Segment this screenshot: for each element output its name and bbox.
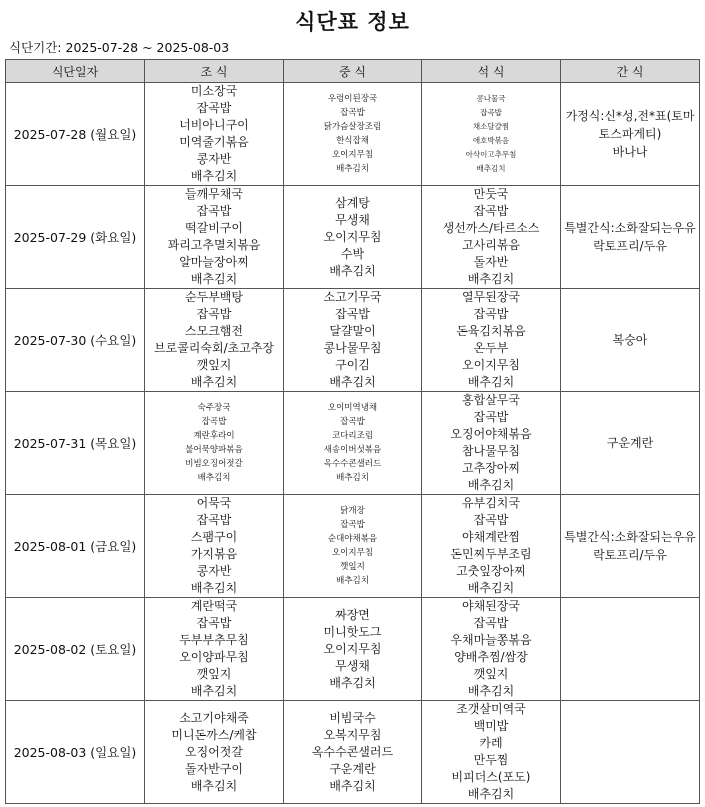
lunch-item: 잡곡밥 [340, 417, 365, 427]
lunch-item: 비빔국수 [329, 710, 376, 725]
breakfast-item: 잡곡밥 [201, 417, 227, 427]
lunch-cell [284, 495, 422, 598]
dinner-item: 배추김치 [467, 272, 515, 286]
dinner-item: 돌자반 [473, 255, 509, 269]
meal-table [5, 59, 700, 804]
lunch-item: 잡곡밥 [335, 307, 370, 321]
breakfast-item: 배추김치 [190, 581, 238, 595]
breakfast-item: 미니돈까스/케찹 [171, 727, 257, 742]
dinner-item: 만두찜 [473, 753, 509, 767]
breakfast-item: 배추김치 [190, 684, 238, 698]
snack-item: 락토프리/두유 [593, 239, 667, 253]
breakfast-item: 알마늘장아찌 [179, 255, 249, 269]
dinner-item: 고사리볶음 [462, 238, 520, 252]
table-header-row [6, 60, 700, 83]
lunch-item: 깻잎지 [340, 562, 365, 572]
breakfast-item: 계란후라이 [193, 431, 235, 441]
breakfast-item: 떡갈비구이 [185, 221, 243, 235]
lunch-cell [284, 598, 422, 701]
dinner-item: 고추장아찌 [462, 461, 520, 475]
lunch-item: 잡곡밥 [340, 108, 365, 118]
meal-table-body [6, 83, 700, 804]
header-dinner: 석 식 [422, 60, 561, 83]
breakfast-item: 스모크햄전 [185, 324, 243, 338]
lunch-item: 순대야채볶음 [327, 534, 378, 544]
lunch-item: 오복지무침 [323, 727, 382, 742]
breakfast-item: 너비아니구이 [179, 118, 249, 132]
dinner-item: 잡곡밥 [480, 108, 502, 117]
table-row [6, 598, 700, 701]
dinner-item: 배추김치 [467, 478, 515, 492]
meal-date: 2025-07-28 (월요일) [6, 83, 145, 186]
table-row [6, 83, 700, 186]
lunch-item: 배추김치 [329, 675, 376, 690]
breakfast-item: 오이양파무침 [179, 650, 249, 664]
table-row [6, 186, 700, 289]
snack-item: 가정식:신*성,전*표(토마 [565, 109, 695, 123]
lunch-item: 새송이버섯볶음 [323, 445, 382, 455]
breakfast-item: 순두부백탕 [185, 290, 243, 304]
breakfast-item: 배추김치 [190, 272, 238, 286]
dinner-cell [422, 83, 561, 186]
breakfast-item: 오징어젓갈 [185, 744, 243, 759]
meal-date: 2025-08-03 (일요일) [6, 701, 145, 804]
dinner-item: 고춧잎장아찌 [456, 564, 526, 578]
breakfast-item: 잡곡밥 [196, 513, 232, 527]
meal-period: 식단기간: 2025-07-28 ~ 2025-08-03 [9, 40, 230, 55]
breakfast-item: 들깨무채국 [185, 187, 243, 201]
breakfast-cell [145, 701, 284, 804]
snack-cell [561, 701, 700, 804]
meal-date: 2025-08-01 (금요일) [6, 495, 145, 598]
dinner-cell [422, 392, 561, 495]
breakfast-cell [145, 495, 284, 598]
lunch-item: 미니핫도그 [323, 624, 382, 639]
dinner-item: 아삭이고추무침 [465, 150, 517, 159]
lunch-item: 배추김치 [336, 473, 369, 483]
snack-item: 특별간식:소화잘되는우유 [564, 530, 696, 544]
snack-item: 복숭아 [612, 333, 648, 347]
breakfast-item: 콩자반 [196, 152, 232, 166]
lunch-item: 삼계탕 [335, 195, 370, 210]
header-snack: 간 식 [561, 60, 700, 83]
lunch-item: 우렁이된장국 [327, 94, 378, 104]
snack-cell [561, 495, 700, 598]
lunch-item: 코다리조림 [331, 431, 374, 441]
breakfast-item: 배추김치 [190, 169, 238, 183]
breakfast-item: 계란떡국 [190, 599, 238, 613]
breakfast-item: 돌자반구이 [185, 761, 243, 776]
dinner-item: 온두부 [473, 341, 509, 355]
lunch-item: 배추김치 [336, 164, 369, 174]
lunch-item: 무생채 [335, 658, 370, 673]
dinner-item: 배추김치 [467, 581, 515, 595]
dinner-item: 카레 [479, 736, 503, 750]
breakfast-item: 가지볶음 [190, 547, 238, 561]
snack-cell [561, 83, 700, 186]
dinner-item: 잡곡밥 [473, 410, 509, 424]
lunch-item: 소고기무국 [323, 290, 382, 304]
dinner-item: 깻잎지 [473, 667, 509, 681]
dinner-item: 오징어야채볶음 [450, 427, 532, 441]
breakfast-item: 소고기야채죽 [179, 710, 249, 725]
lunch-cell [284, 289, 422, 392]
page-title: 식단표 정보 [295, 10, 410, 34]
breakfast-item: 미소장국 [190, 84, 238, 98]
lunch-item: 짜장면 [335, 607, 370, 622]
breakfast-item: 잡곡밥 [196, 101, 232, 115]
dinner-item: 채소달걀찜 [472, 122, 510, 131]
breakfast-item: 콩자반 [196, 564, 232, 578]
snack-item: 토스파게티) [598, 127, 662, 141]
dinner-item: 잡곡밥 [473, 616, 509, 630]
dinner-item: 배추김치 [467, 375, 515, 389]
lunch-item: 옥수수콘샐러드 [323, 459, 382, 469]
table-row [6, 495, 700, 598]
breakfast-item: 깻잎지 [196, 358, 232, 372]
dinner-cell [422, 495, 561, 598]
breakfast-cell [145, 186, 284, 289]
lunch-item: 구이김 [335, 358, 370, 372]
lunch-item: 오이지무침 [323, 229, 382, 244]
breakfast-cell [145, 392, 284, 495]
snack-item: 락토프리/두유 [593, 548, 667, 562]
snack-item: 바나나 [612, 145, 648, 159]
dinner-item: 우채마늘쫑볶음 [450, 633, 532, 647]
snack-item: 구운계란 [606, 436, 654, 450]
dinner-item: 콩나물국 [476, 94, 506, 103]
dinner-item: 비피더스(포도) [451, 770, 531, 784]
breakfast-item: 어묵국 [196, 496, 232, 510]
table-row [6, 392, 700, 495]
lunch-item: 옥수수콘샐러드 [311, 744, 394, 759]
dinner-item: 잡곡밥 [473, 204, 509, 218]
dinner-item: 홍합살무국 [462, 393, 520, 407]
breakfast-item: 꽈리고추멸치볶음 [167, 238, 261, 252]
dinner-item: 오이지무침 [462, 358, 520, 372]
dinner-item: 참나물무침 [462, 444, 520, 458]
dinner-item: 백미밥 [473, 719, 509, 733]
header-date: 식단일자 [6, 60, 145, 83]
lunch-item: 무생채 [335, 212, 370, 227]
lunch-item: 오이미역냉채 [327, 403, 378, 413]
lunch-cell [284, 186, 422, 289]
lunch-item: 오이지무침 [323, 641, 382, 656]
dinner-item: 잡곡밥 [473, 307, 509, 321]
dinner-item: 야채된장국 [462, 599, 520, 613]
breakfast-item: 미역줄기볶음 [179, 135, 249, 149]
dinner-item: 배추김치 [476, 164, 506, 173]
breakfast-item: 잡곡밥 [196, 616, 232, 630]
snack-cell [561, 392, 700, 495]
breakfast-item: 브로콜리숙회/초고추장 [154, 341, 274, 355]
dinner-item: 조갯살미역국 [456, 702, 526, 716]
lunch-item: 오이지무침 [331, 548, 374, 558]
lunch-item: 구운계란 [329, 761, 376, 776]
dinner-item: 배추김치 [467, 787, 515, 801]
lunch-item: 잡곡밥 [340, 520, 365, 530]
lunch-item: 오이지무침 [331, 150, 374, 160]
lunch-cell [284, 83, 422, 186]
dinner-item: 돈민찌두부조림 [450, 547, 532, 561]
dinner-item: 잡곡밥 [473, 513, 509, 527]
dinner-cell [422, 289, 561, 392]
dinner-item: 야채계란찜 [462, 530, 520, 544]
table-row [6, 289, 700, 392]
lunch-cell [284, 392, 422, 495]
dinner-item: 유부김치국 [462, 496, 520, 510]
meal-date: 2025-07-29 (화요일) [6, 186, 145, 289]
dinner-cell [422, 701, 561, 804]
breakfast-item: 잡곡밥 [196, 204, 232, 218]
lunch-item: 배추김치 [329, 375, 376, 389]
table-row [6, 701, 700, 804]
breakfast-cell [145, 598, 284, 701]
breakfast-cell [145, 289, 284, 392]
snack-item: 특별간식:소화잘되는우유 [564, 221, 696, 235]
meal-date: 2025-07-30 (수요일) [6, 289, 145, 392]
dinner-item: 배추김치 [467, 684, 515, 698]
lunch-item: 배추김치 [329, 778, 376, 793]
lunch-item: 닭가슴살장조림 [323, 122, 382, 132]
dinner-item: 열무된장국 [462, 290, 520, 304]
lunch-item: 닭개장 [340, 506, 365, 516]
breakfast-item: 잡곡밥 [196, 307, 232, 321]
breakfast-cell [145, 83, 284, 186]
breakfast-item: 깻잎지 [196, 667, 232, 681]
breakfast-item: 불어묵양파볶음 [185, 445, 243, 455]
header-breakfast: 조 식 [145, 60, 284, 83]
dinner-cell [422, 186, 561, 289]
snack-cell [561, 289, 700, 392]
breakfast-item: 배추김치 [197, 473, 231, 483]
dinner-item: 돈육김치볶음 [456, 324, 526, 338]
lunch-item: 한식잡채 [336, 136, 369, 146]
breakfast-item: 숙주장국 [197, 403, 231, 413]
meal-date: 2025-08-02 (토요일) [6, 598, 145, 701]
lunch-item: 달걀말이 [329, 324, 376, 338]
snack-cell [561, 598, 700, 701]
lunch-item: 배추김치 [336, 576, 369, 586]
breakfast-item: 두부부추무침 [179, 633, 249, 647]
dinner-cell [422, 598, 561, 701]
dinner-item: 생선까스/타르소스 [442, 221, 540, 235]
lunch-item: 콩나물무침 [323, 341, 382, 355]
lunch-item: 배추김치 [329, 263, 376, 278]
breakfast-item: 배추김치 [190, 375, 238, 389]
breakfast-item: 배추김치 [190, 778, 238, 793]
lunch-cell [284, 701, 422, 804]
breakfast-item: 비빔오징어젓갈 [185, 459, 243, 469]
snack-cell [561, 186, 700, 289]
header-lunch: 중 식 [284, 60, 422, 83]
breakfast-item: 스팸구이 [190, 530, 238, 544]
lunch-item: 수박 [340, 246, 365, 261]
dinner-item: 만둣국 [473, 187, 509, 201]
dinner-item: 양배추찜/쌈장 [454, 650, 528, 664]
dinner-item: 애호박볶음 [472, 136, 510, 145]
meal-date: 2025-07-31 (목요일) [6, 392, 145, 495]
